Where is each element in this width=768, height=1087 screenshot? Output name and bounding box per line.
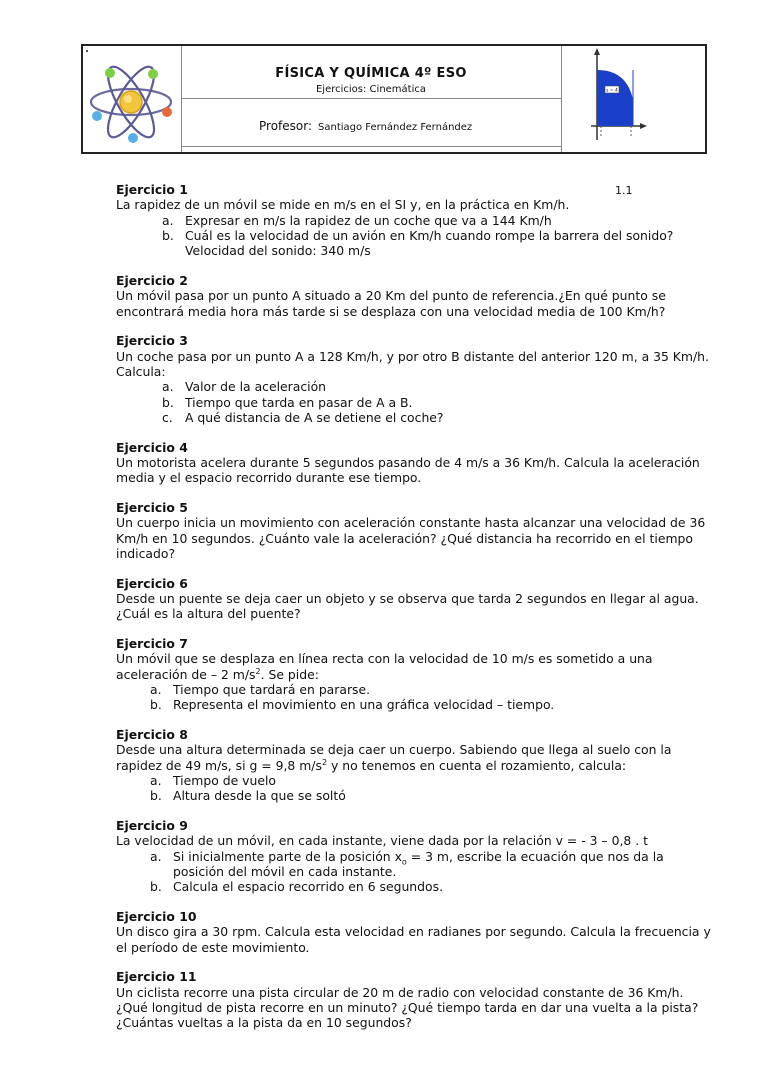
exercise-6 bbox=[116, 576, 716, 622]
item-text: Tiempo de vuelo bbox=[173, 773, 276, 788]
exercise-text: Un cuerpo inicia un movimiento con aceleración constante hasta alcanzar una velocidad de 36 Km/h en 10 segundos. ¿Cuánto vale la aceleración? ¿Qué distancia ha recorrido en el tiempo indicado? bbox=[116, 515, 706, 561]
exercise-item bbox=[116, 410, 716, 425]
item-label: b. bbox=[150, 879, 162, 895]
exercise-item bbox=[116, 849, 716, 880]
text-part: y no tenemos en cuenta el rozamiento, calcula: bbox=[327, 757, 627, 773]
exercise-11 bbox=[116, 969, 716, 1030]
exercise-title: Ejercicio 5 bbox=[116, 500, 188, 516]
exercise-text: Un coche pasa por un punto A a 128 Km/h, y por otro B distante del anterior 120 m, a 35 Km/h. Calcula: bbox=[116, 348, 709, 379]
exercise-title: Ejercicio 11 bbox=[116, 969, 197, 985]
velocity-graph-icon bbox=[561, 46, 705, 152]
exercise-item bbox=[116, 379, 716, 394]
item-text: A qué distancia de A se detiene el coche? bbox=[185, 409, 444, 425]
header-divider bbox=[181, 98, 561, 99]
exercise-text: Un disco gira a 30 rpm. Calcula esta velocidad en radianes por segundo. Calcula la frecuencia y el período de este movimiento. bbox=[116, 924, 711, 955]
item-label: a. bbox=[162, 212, 174, 228]
exercise-item bbox=[116, 213, 716, 228]
exercise-item bbox=[116, 788, 716, 803]
exercise-3 bbox=[116, 333, 716, 425]
exercise-title: Ejercicio 7 bbox=[116, 636, 188, 652]
exercise-9 bbox=[116, 818, 716, 894]
exercise-text bbox=[116, 651, 716, 682]
exercise-2 bbox=[116, 273, 716, 319]
exercise-title: Ejercicio 8 bbox=[116, 727, 188, 743]
item-text: Valor de la aceleración bbox=[185, 379, 327, 395]
item-text: Tiempo que tarda en pasar de A a B. bbox=[185, 394, 413, 410]
exercise-title: Ejercicio 3 bbox=[116, 333, 188, 349]
exercise-1 bbox=[116, 182, 716, 258]
exercise-item bbox=[116, 773, 716, 788]
item-label: c. bbox=[162, 409, 173, 425]
item-label: a. bbox=[150, 848, 162, 864]
exercise-7 bbox=[116, 636, 716, 712]
item-text: Si inicialmente parte de la posición x bbox=[173, 848, 402, 864]
exercise-title: Ejercicio 9 bbox=[116, 818, 188, 834]
item-label: a. bbox=[150, 773, 162, 788]
exercise-8 bbox=[116, 727, 716, 803]
graph-label: s = 4 bbox=[606, 88, 618, 94]
exercise-title: Ejercicio 10 bbox=[116, 909, 197, 925]
exercise-5 bbox=[116, 500, 716, 561]
professor-label: Profesor: bbox=[259, 119, 313, 133]
exercise-item bbox=[116, 395, 716, 410]
superscript: 2 bbox=[321, 757, 328, 767]
item-label: b. bbox=[162, 394, 174, 410]
exercise-10 bbox=[116, 909, 716, 955]
item-text: Cuál es la velocidad de un avión en Km/h cuando rompe la barrera del sonido? Velocidad del sonido: 340 m/s bbox=[185, 227, 674, 259]
exercise-title: Ejercicio 6 bbox=[116, 575, 188, 591]
exercise-title: Ejercicio 2 bbox=[116, 272, 188, 288]
item-text: Altura desde la que se soltó bbox=[173, 788, 346, 804]
item-label: b. bbox=[150, 697, 162, 713]
exercise-text: La rapidez de un móvil se mide en m/s en el SI y, en la práctica en Km/h. bbox=[116, 197, 570, 213]
item-text: Expresar en m/s la rapidez de un coche que va a 144 Km/h bbox=[185, 212, 552, 228]
item-label: b. bbox=[162, 227, 174, 243]
exercise-text: La velocidad de un móvil, en cada instante, viene dada por la relación v = - 3 – 0,8 . t bbox=[116, 833, 648, 849]
page-subtitle: Ejercicios: Cinemática bbox=[315, 84, 426, 95]
exercise-items bbox=[116, 682, 716, 713]
exercise-title: Ejercicio 1 bbox=[116, 182, 188, 197]
exercise-text: Un móvil pasa por un punto A situado a 20 Km del punto de referencia.¿En qué punto se encontrará media hora más tarde si se desplaza con una velocidad media de 100 Km/h? bbox=[116, 288, 666, 319]
item-text: Tiempo que tardará en pararse. bbox=[173, 682, 371, 698]
exercise-item bbox=[116, 697, 716, 712]
professor-line bbox=[259, 119, 472, 133]
item-text: Calcula el espacio recorrido en 6 segundos. bbox=[173, 879, 444, 895]
exercise-item bbox=[116, 682, 716, 697]
exercise-title: Ejercicio 4 bbox=[116, 439, 188, 455]
item-text: = 3 m, escribe la ecuación que nos da la posición del móvil en cada instante. bbox=[173, 848, 664, 879]
atom-logo bbox=[83, 46, 182, 152]
exercise-text: Un motorista acelera durante 5 segundos pasando de 4 m/s a 36 Km/h. Calcula la aceleración media y el espacio recorrido durante ese tiempo. bbox=[116, 454, 700, 486]
exercise-text bbox=[116, 742, 716, 773]
header-bottom-rule bbox=[181, 146, 561, 147]
header-center bbox=[181, 46, 562, 152]
exercise-4 bbox=[116, 440, 716, 486]
item-label: a. bbox=[162, 379, 174, 395]
exercise-items bbox=[116, 849, 716, 895]
exercise-item bbox=[116, 879, 716, 894]
text-part: . Se pide: bbox=[260, 666, 319, 682]
header-graph bbox=[561, 46, 705, 152]
exercise-item bbox=[116, 228, 716, 259]
item-label: a. bbox=[150, 682, 162, 698]
professor-name: Santiago Fernández Fernández bbox=[318, 122, 473, 133]
exercise-items bbox=[116, 213, 716, 259]
item-text: Representa el movimiento en una gráfica velocidad – tiempo. bbox=[173, 697, 555, 713]
text-part: Un móvil que se desplaza en línea recta con la velocidad de 10 m/s es sometido a una aceleración de – 2 m/s bbox=[116, 651, 653, 682]
subscript: o bbox=[401, 857, 407, 867]
superscript: 2 bbox=[255, 666, 261, 676]
sheet-code: 1.1 bbox=[615, 184, 633, 197]
exercise-list bbox=[116, 182, 716, 1045]
text-part: Desde una altura determinada se deja caer un cuerpo. Sabiendo que llega al suelo con la rapidez de 49 m/s, si g = 9,8 m/s bbox=[116, 742, 672, 773]
exercise-text: Desde un puente se deja caer un objeto y se observa que tarda 2 segundos en llegar al agua. ¿Cuál es la altura del puente? bbox=[116, 591, 699, 622]
item-label: b. bbox=[150, 788, 162, 804]
exercise-text: Un ciclista recorre una pista circular de 20 m de radio con velocidad constante de 36 Km/h. ¿Qué longitud de pista recorre en un minuto? ¿Qué tiempo tarda en dar una vuelta a la pista? ¿Cuántas vueltas a la pista da en 10 segundos? bbox=[116, 984, 699, 1031]
page-title: FÍSICA Y QUÍMICA 4º ESO bbox=[275, 66, 467, 81]
atom-icon bbox=[83, 46, 181, 152]
exercise-items bbox=[116, 773, 716, 804]
exercise-items bbox=[116, 379, 716, 425]
